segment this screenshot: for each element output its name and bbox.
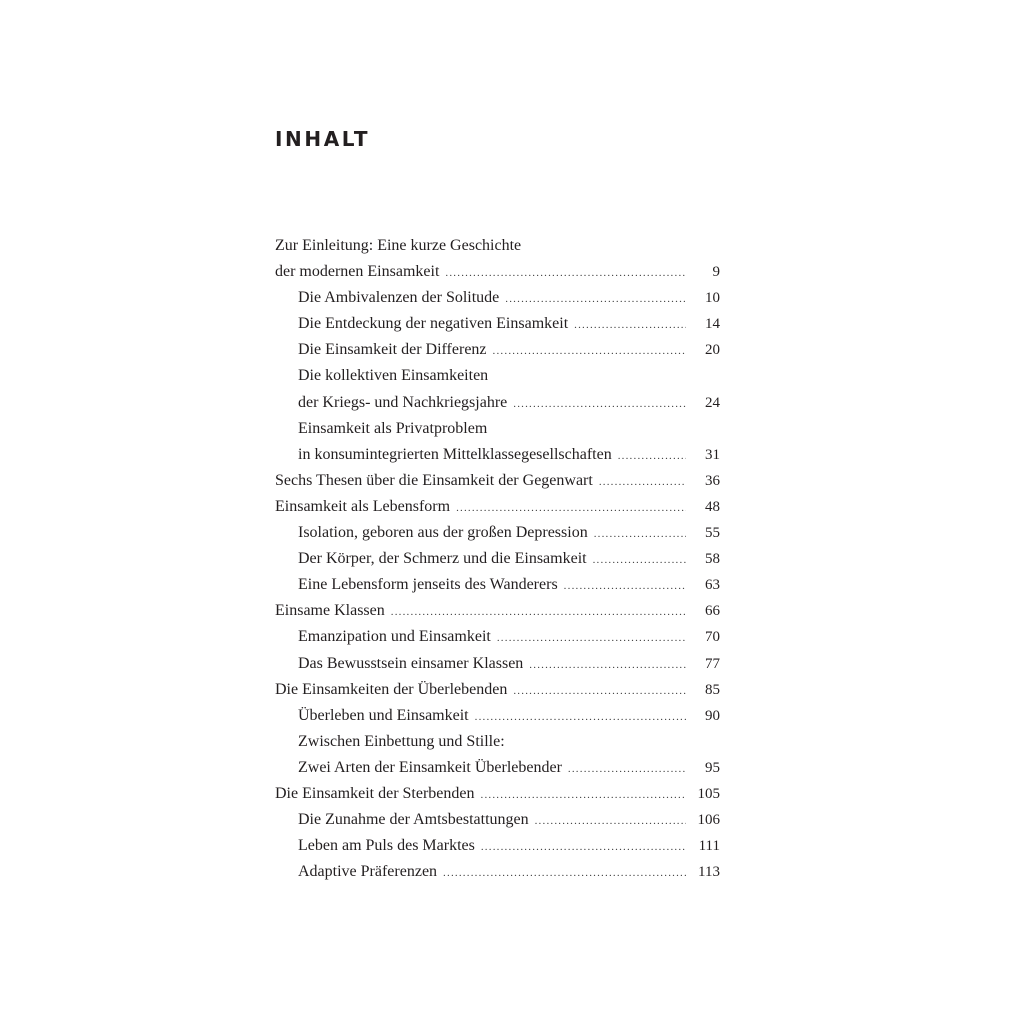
toc-entry-page: 77 [705, 655, 720, 672]
toc-entry-title: Die Zunahme der Amtsbestattungen [298, 811, 529, 829]
toc-entry-title: Der Körper, der Schmerz und die Einsamkeit [298, 550, 587, 568]
leader-dots [564, 573, 686, 599]
toc-entry-title: Adaptive Präferenzen [298, 863, 438, 881]
toc-entry-title: Die Einsamkeit der Differenz [298, 341, 487, 359]
leader-dots [445, 260, 686, 286]
toc-entry-page: 31 [705, 446, 720, 463]
toc-entry [275, 781, 720, 807]
toc-entry-title: der Kriegs- und Nachkriegsjahre [298, 393, 508, 411]
toc-entry [275, 598, 720, 624]
toc-entry-title: Zur Einleitung: Eine kurze Geschichte [275, 237, 522, 254]
toc-entry-page: 70 [705, 629, 720, 646]
leader-dots [599, 469, 686, 495]
toc-entry [275, 259, 720, 285]
toc-entry-title: Das Bewusstsein einsamer Klassen [298, 654, 524, 672]
toc-entry-title: Eine Lebensform jenseits des Wanderers [298, 576, 558, 594]
leader-dots [513, 391, 686, 417]
leader-dots [535, 808, 686, 834]
toc-entry [275, 677, 720, 703]
leader-dots [568, 756, 686, 782]
toc-entry [275, 703, 720, 729]
toc-entry-page: 106 [697, 812, 720, 829]
toc-entry [275, 494, 720, 520]
toc-entry [275, 233, 720, 259]
toc-entry-page: 24 [705, 394, 720, 411]
toc-entry-page: 10 [705, 290, 720, 307]
toc-entry [275, 363, 720, 389]
toc-entry-title: Leben am Puls des Marktes [298, 837, 475, 855]
toc-entry-page: 90 [705, 707, 720, 724]
leader-dots [594, 521, 686, 547]
toc-entry [275, 520, 720, 546]
toc-entry-page: 95 [705, 759, 720, 776]
toc-entry-title: Die Entdeckung der negativen Einsamkeit [298, 315, 569, 333]
leader-dots [391, 599, 686, 625]
toc-entry [275, 651, 720, 677]
toc-entry-title: Die kollektiven Einsamkeiten [298, 367, 489, 385]
toc-entry-title: Einsame Klassen [275, 602, 385, 620]
toc-entry-page: 55 [705, 525, 720, 542]
toc-entry [275, 311, 720, 337]
toc-entry-title: in konsumintegrierten Mittelklassegesellschaften [298, 445, 612, 463]
toc-entry [275, 755, 720, 781]
leader-dots [574, 312, 686, 338]
toc-entry-page: 113 [698, 864, 720, 881]
toc-entry [275, 390, 720, 416]
leader-dots [481, 782, 687, 808]
toc-entry-page: 14 [705, 316, 720, 333]
toc-entry [275, 807, 720, 833]
leader-dots [481, 834, 686, 860]
table-of-contents [275, 233, 720, 885]
toc-entry [275, 442, 720, 468]
toc-entry [275, 468, 720, 494]
leader-dots [443, 860, 686, 886]
toc-entry [275, 729, 720, 755]
toc-entry [275, 546, 720, 572]
toc-entry-page: 85 [705, 681, 720, 698]
toc-entry-title: Einsamkeit als Privatproblem [298, 419, 488, 437]
toc-entry-page: 66 [705, 603, 720, 620]
toc-entry-title: Überleben und Einsamkeit [298, 706, 469, 724]
toc-entry [275, 572, 720, 598]
toc-entry-page: 105 [697, 785, 720, 802]
toc-entry-page: 63 [705, 577, 720, 594]
toc-entry-title: Die Einsamkeit der Sterbenden [275, 784, 475, 802]
toc-entry-page: 9 [712, 264, 720, 281]
toc-entry-title: Die Ambivalenzen der Solitude [298, 289, 500, 307]
toc-entry-title: Einsamkeit als Lebensform [275, 497, 451, 515]
toc-entry [275, 833, 720, 859]
toc-entry-page: 36 [705, 472, 720, 489]
toc-entry-title: Isolation, geboren aus der großen Depression [298, 524, 588, 542]
leader-dots [513, 678, 686, 704]
leader-dots [497, 625, 686, 651]
toc-entry [275, 337, 720, 363]
page-title: INHALT [275, 127, 371, 151]
toc-entry-title: Zwischen Einbettung und Stille: [298, 732, 505, 750]
toc-entry [275, 859, 720, 885]
leader-dots [475, 704, 686, 730]
leader-dots [529, 652, 686, 678]
toc-entry-title: Emanzipation und Einsamkeit [298, 628, 491, 646]
leader-dots [493, 338, 686, 364]
toc-entry-page: 20 [705, 342, 720, 359]
toc-entry-title: der modernen Einsamkeit [275, 263, 440, 281]
leader-dots [505, 286, 686, 312]
leader-dots [593, 547, 686, 573]
leader-dots [618, 443, 686, 469]
toc-entry-title: Die Einsamkeiten der Überlebenden [275, 680, 508, 698]
toc-entry [275, 624, 720, 650]
toc-entry [275, 416, 720, 442]
leader-dots [456, 495, 686, 521]
toc-entry-title: Sechs Thesen über die Einsamkeit der Gegenwart [275, 471, 593, 489]
toc-entry-page: 111 [698, 838, 720, 855]
toc-entry-page: 58 [705, 551, 720, 568]
toc-entry [275, 285, 720, 311]
toc-entry-page: 48 [705, 498, 720, 515]
toc-entry-title: Zwei Arten der Einsamkeit Überlebender [298, 758, 562, 776]
